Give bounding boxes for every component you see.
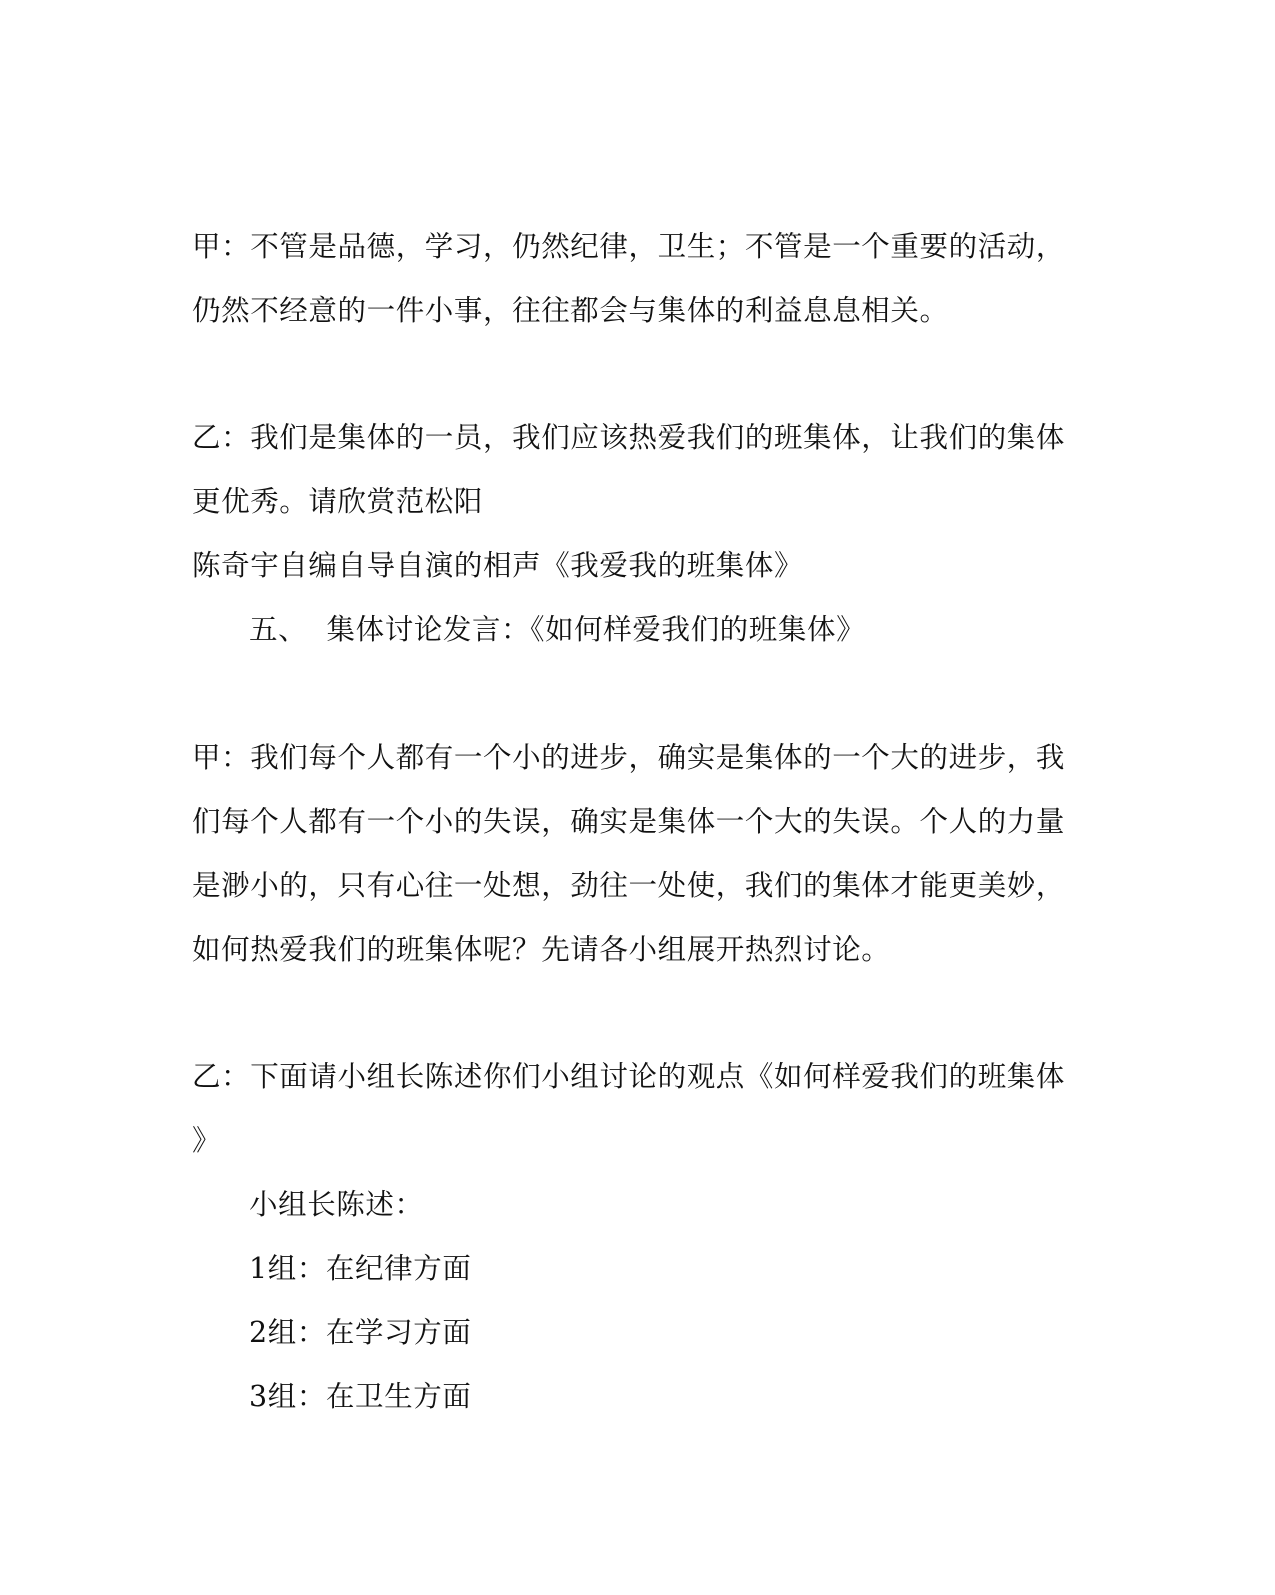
paragraph-line: 更优秀。请欣赏范松阳 (192, 485, 484, 518)
paragraph-line: 是渺小的，只有心往一处想，劲往一处使，我们的集体才能更美妙， (192, 869, 1066, 902)
list-item: 3组：在卫生方面 (249, 1380, 472, 1413)
paragraph-line: 甲：不管是品德，学习，仍然纪律，卫生；不管是一个重要的活动， (192, 230, 1066, 263)
section-heading: 五、 集体讨论发言：《如何样爱我们的班集体》 (249, 613, 866, 646)
paragraph-line: 甲：我们每个人都有一个小的进步，确实是集体的一个大的进步，我 (192, 741, 1066, 774)
list-heading: 小组长陈述： (249, 1188, 424, 1221)
paragraph-line: 乙：下面请小组长陈述你们小组讨论的观点《如何样爱我们的班集体 (192, 1060, 1066, 1093)
list-item: 1组：在纪律方面 (249, 1252, 472, 1285)
list-item: 2组：在学习方面 (249, 1316, 472, 1349)
paragraph-line: 们每个人都有一个小的失误，确实是集体一个大的失误。个人的力量 (192, 805, 1066, 838)
paragraph-line: 陈奇宇自编自导自演的相声《我爱我的班集体》 (192, 549, 804, 582)
paragraph-line: 》 (192, 1124, 222, 1157)
paragraph-line: 仍然不经意的一件小事，往往都会与集体的利益息息相关。 (192, 294, 949, 327)
paragraph-line: 乙：我们是集体的一员，我们应该热爱我们的班集体，让我们的集体 (192, 421, 1066, 454)
paragraph-line: 如何热爱我们的班集体呢？先请各小组展开热烈讨论。 (192, 933, 891, 966)
